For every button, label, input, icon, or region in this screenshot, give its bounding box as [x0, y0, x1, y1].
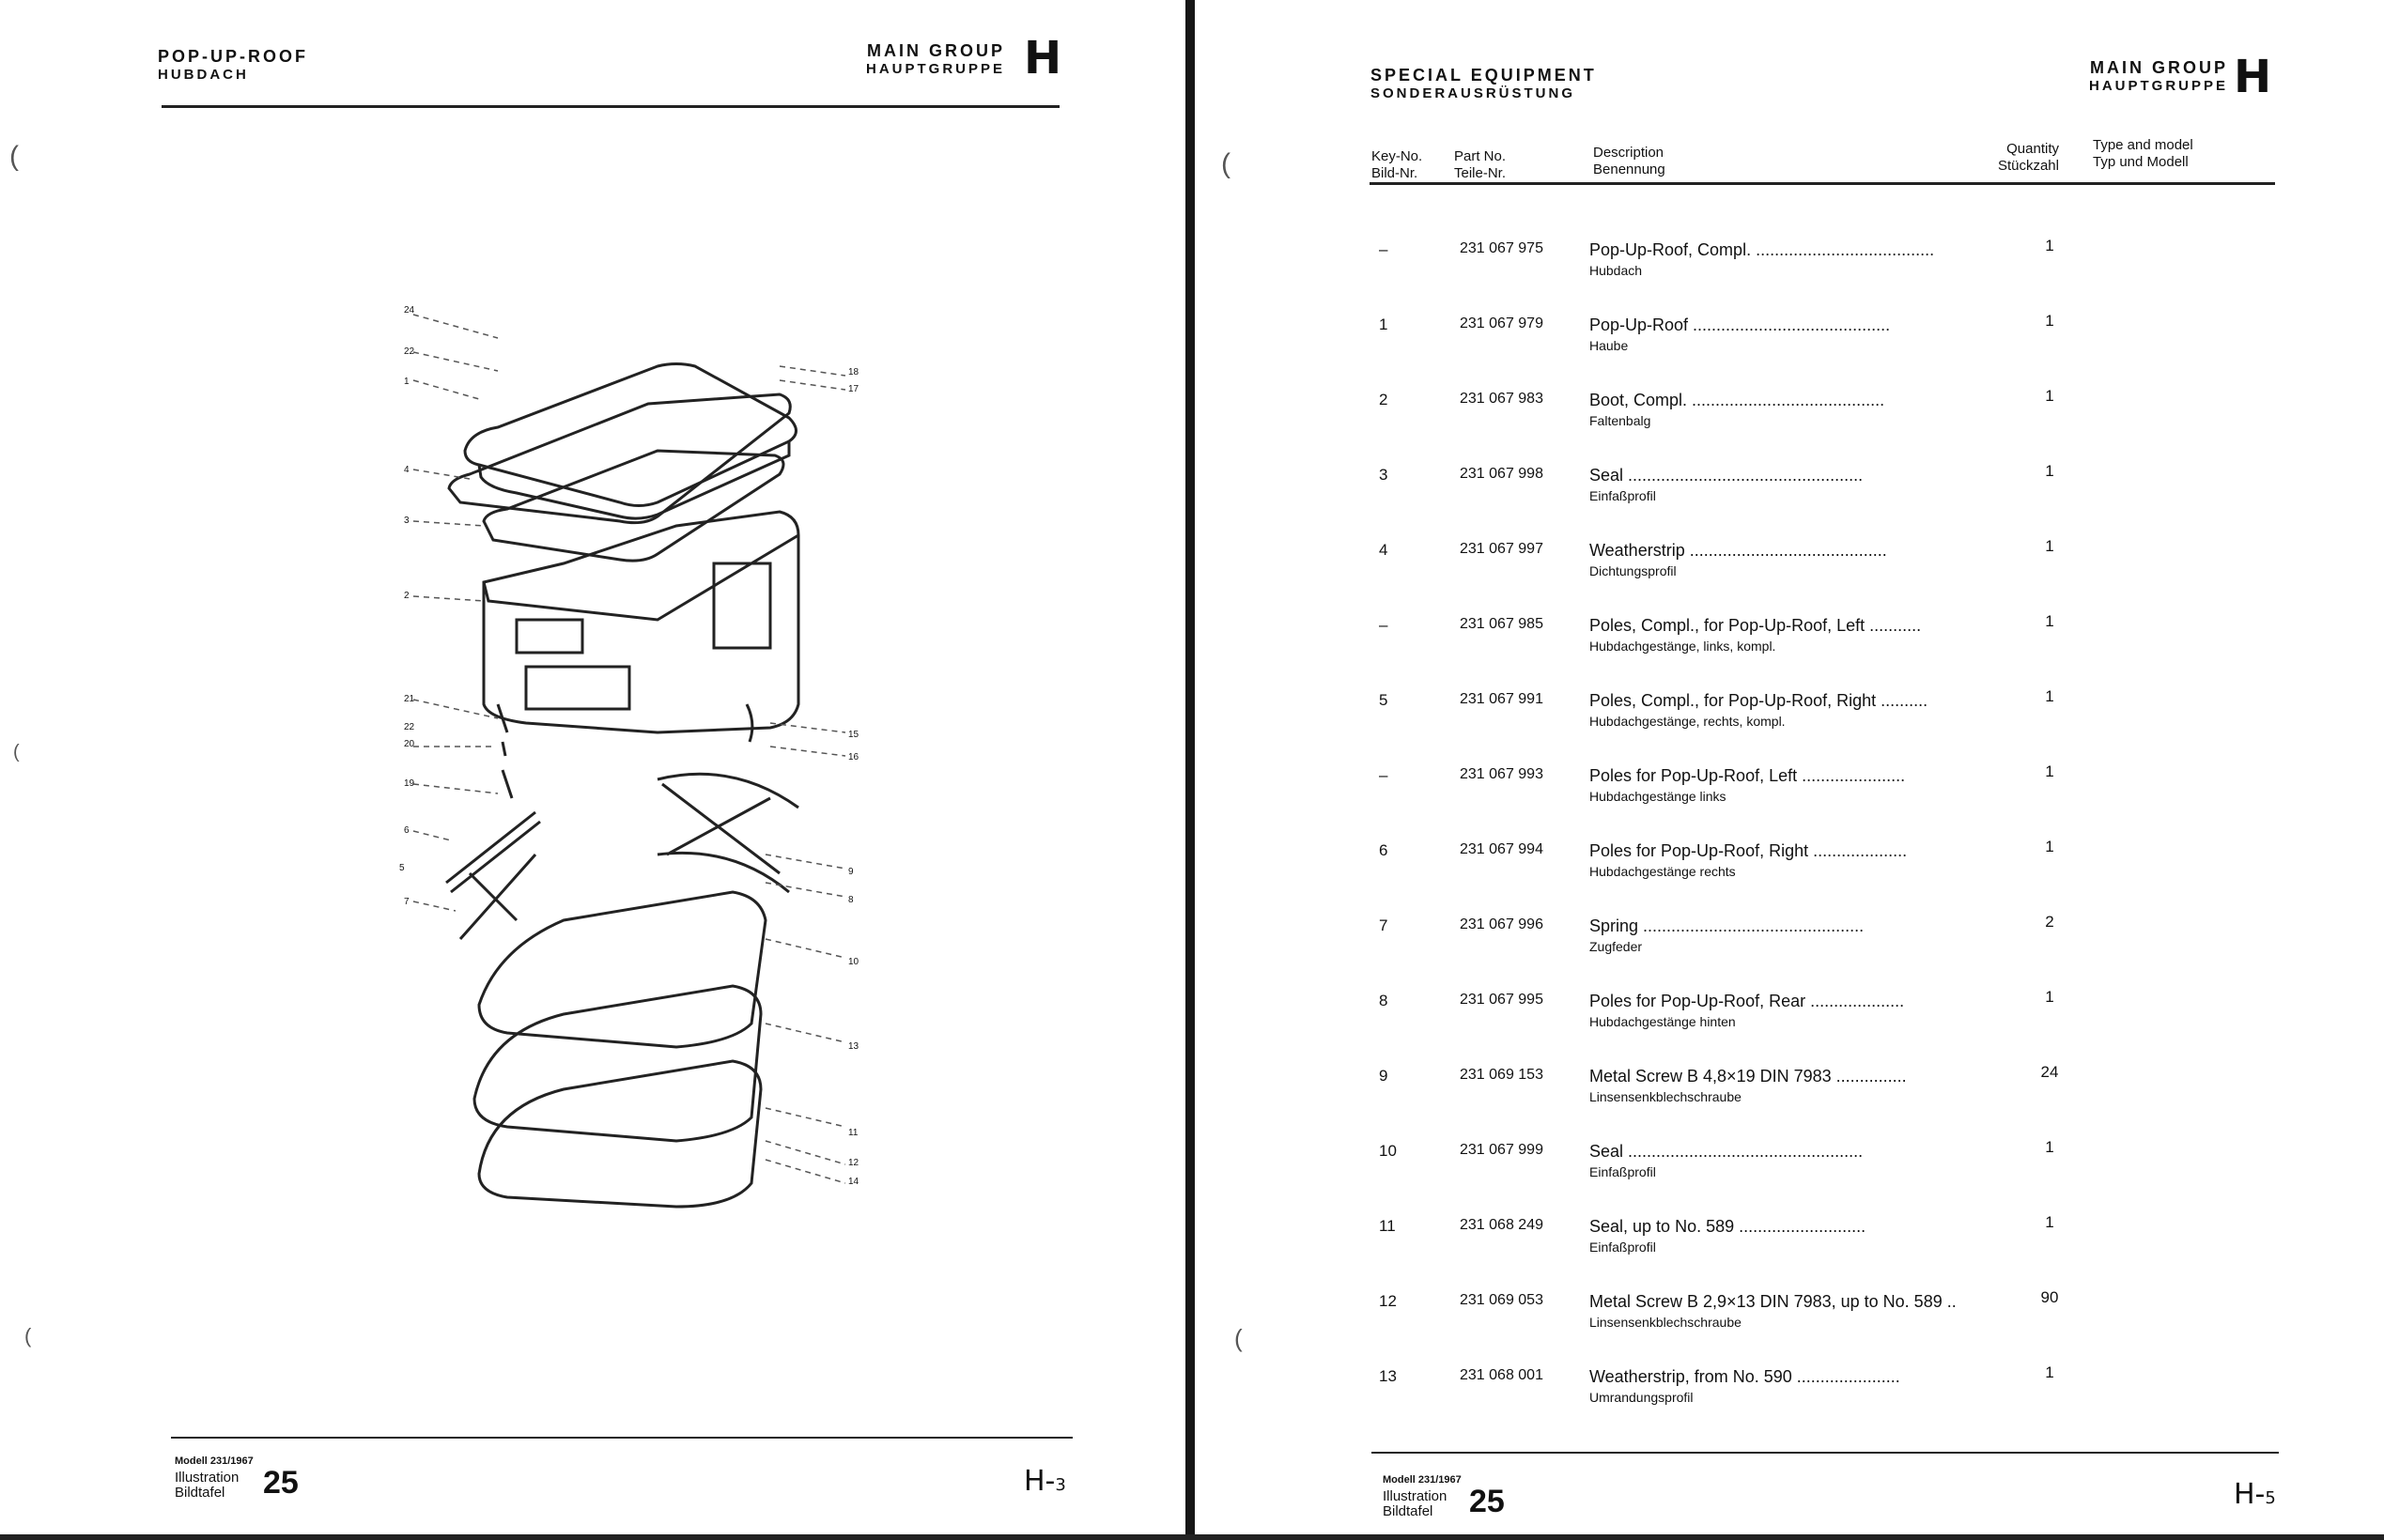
left-title-de: HUBDACH	[158, 67, 249, 83]
key-no: –	[1379, 616, 1388, 634]
callout-label: 5	[399, 863, 405, 873]
key-no: –	[1379, 240, 1388, 258]
right-footer-illustration-de: Bildtafel	[1383, 1503, 1433, 1519]
description-en: Metal Screw B 4,8×19 DIN 7983 ...............	[1589, 1067, 1907, 1086]
key-no: 3	[1379, 466, 1388, 484]
description-en: Metal Screw B 2,9×13 DIN 7983, up to No. 589 ..	[1589, 1292, 1957, 1311]
description-en: Weatherstrip ..........................................	[1589, 541, 1887, 560]
description-de: Hubdachgestänge rechts	[1589, 864, 1736, 879]
key-no: 7	[1379, 916, 1388, 934]
description	[1589, 1067, 2247, 1104]
quantity: 1	[2045, 687, 2054, 705]
col-desc-en: Description	[1593, 145, 1664, 161]
description-de: Einfaßprofil	[1589, 1164, 1656, 1179]
description-en: Pop-Up-Roof ..........................................	[1589, 316, 1891, 334]
left-page-code-prefix: H-	[1024, 1465, 1056, 1498]
part-no: 231 067 985	[1460, 616, 1543, 632]
left-group-letter: H	[1024, 32, 1062, 85]
table-row	[1195, 1288, 2384, 1358]
col-part-de: Teile-Nr.	[1454, 165, 1507, 181]
description	[1589, 841, 2247, 879]
quantity: 1	[2045, 312, 2054, 330]
col-desc-de: Benennung	[1593, 162, 1665, 177]
callout-label: 2	[404, 591, 410, 601]
left-page-code-number: 3	[1055, 1475, 1066, 1495]
description	[1589, 1217, 2247, 1255]
right-title-en: SPECIAL EQUIPMENT	[1370, 66, 1597, 85]
left-group-en: MAIN GROUP	[867, 41, 1005, 60]
key-no: 4	[1379, 541, 1388, 559]
quantity: 1	[2045, 838, 2054, 855]
key-no: 13	[1379, 1367, 1397, 1385]
quantity: 90	[2040, 1288, 2059, 1306]
callout-label: 22	[404, 346, 415, 357]
punch-hole-mark: (	[1234, 1324, 1243, 1352]
quantity: 1	[2045, 537, 2054, 555]
table-row	[1195, 913, 2384, 982]
exploded-diagram	[376, 291, 902, 1211]
table-row	[1195, 838, 2384, 907]
page-divider	[1185, 0, 1195, 1540]
right-title-de: SONDERAUSRÜSTUNG	[1370, 85, 1576, 101]
part-no: 231 069 053	[1460, 1292, 1543, 1308]
description	[1589, 766, 2247, 804]
boot-window-side	[714, 563, 770, 648]
callout-label: 24	[404, 305, 415, 316]
description-en: Poles, Compl., for Pop-Up-Roof, Left ...........	[1589, 616, 1922, 635]
callout-label: 14	[848, 1177, 859, 1187]
description	[1589, 992, 2247, 1029]
callout-label: 13	[848, 1041, 859, 1052]
right-group-letter: H	[2234, 51, 2272, 103]
table-row	[1195, 1063, 2384, 1132]
col-head-type	[2093, 137, 2193, 171]
part-no: 231 068 249	[1460, 1217, 1543, 1233]
right-page-code-number: 5	[2265, 1488, 2276, 1508]
col-type-de: Typ und Modell	[2093, 154, 2189, 170]
quantity: 1	[2045, 462, 2054, 480]
right-plate-number: 25	[1469, 1484, 1505, 1519]
callout-label: 19	[404, 778, 415, 789]
left-plate-number: 25	[263, 1465, 299, 1501]
punch-hole-mark: (	[24, 1324, 32, 1348]
callout-label: 10	[848, 957, 859, 967]
seal-lower-1	[479, 892, 766, 1047]
description-de: Haube	[1589, 338, 1629, 353]
poles-left	[446, 812, 540, 939]
col-head-part	[1454, 148, 1506, 182]
left-page	[0, 0, 1185, 1540]
key-no: 8	[1379, 992, 1388, 1009]
col-part-en: Part No.	[1454, 148, 1507, 164]
part-no: 231 067 998	[1460, 466, 1543, 482]
part-no: 231 067 979	[1460, 316, 1543, 331]
right-page-code-prefix: H-	[2234, 1478, 2266, 1511]
key-no: 11	[1379, 1217, 1396, 1235]
table-row	[1195, 988, 2384, 1057]
callout-label: 21	[404, 694, 415, 704]
description-en: Spring ...............................................	[1589, 916, 1865, 935]
quantity: 1	[2045, 762, 2054, 780]
left-title-en: POP-UP-ROOF	[158, 47, 309, 66]
table-row	[1195, 462, 2384, 531]
punch-hole-mark: (	[9, 141, 19, 172]
description-de: Hubdachgestänge, rechts, kompl.	[1589, 714, 1786, 729]
left-page-title	[158, 47, 308, 85]
table-row	[1195, 612, 2384, 682]
boot-window-front	[526, 667, 629, 709]
part-no: 231 067 999	[1460, 1142, 1543, 1158]
right-page	[1195, 0, 2384, 1540]
quantity: 2	[2045, 913, 2054, 931]
part-no: 231 067 996	[1460, 916, 1543, 932]
description-de: Linsensenkblechschraube	[1589, 1089, 1742, 1104]
right-footer-model: Modell 231/1967	[1383, 1474, 1462, 1486]
description-de: Hubdach	[1589, 263, 1643, 278]
description	[1589, 916, 2247, 954]
table-row	[1195, 387, 2384, 456]
description-en: Boot, Compl. .........................................	[1589, 391, 1885, 409]
left-footer-illustration-en: Illustration	[175, 1470, 240, 1486]
col-key-en: Key-No.	[1371, 148, 1423, 164]
right-footer-rule	[1371, 1452, 2279, 1454]
right-group-en: MAIN GROUP	[2090, 58, 2228, 77]
left-group-de: HAUPTGRUPPE	[865, 61, 1005, 77]
left-page-code	[1024, 1465, 1066, 1498]
right-group-de: HAUPTGRUPPE	[2088, 78, 2228, 94]
key-no: 5	[1379, 691, 1388, 709]
quantity: 1	[2045, 1363, 2054, 1381]
description	[1589, 1142, 2247, 1179]
table-row	[1195, 1213, 2384, 1283]
key-no: 9	[1379, 1067, 1388, 1085]
part-no: 231 069 153	[1460, 1067, 1543, 1083]
key-no: 12	[1379, 1292, 1397, 1310]
table-row	[1195, 312, 2384, 381]
table-row	[1195, 237, 2384, 306]
description-de: Faltenbalg	[1589, 413, 1651, 428]
description-de: Einfaßprofil	[1589, 488, 1656, 503]
col-head-key	[1371, 148, 1422, 182]
right-page-code	[2234, 1478, 2276, 1511]
callout-label: 1	[404, 377, 410, 387]
diagram-parts	[446, 364, 798, 1208]
callout-label: 20	[404, 739, 415, 749]
callout-label: 4	[404, 465, 410, 475]
part-no: 231 067 983	[1460, 391, 1543, 407]
poles-right	[658, 774, 798, 892]
right-main-group	[2040, 58, 2228, 96]
roof-part	[465, 364, 797, 506]
col-type-en: Type and model	[2093, 137, 2193, 153]
callout-label: 11	[848, 1128, 859, 1138]
part-no: 231 067 997	[1460, 541, 1543, 557]
scan-bottom-edge	[0, 1534, 2384, 1540]
callout-label: 8	[848, 895, 854, 905]
part-no: 231 067 991	[1460, 691, 1543, 707]
part-no: 231 067 994	[1460, 841, 1543, 857]
description-de: Dichtungsprofil	[1589, 563, 1677, 578]
right-footer-illustration-en: Illustration	[1383, 1488, 1447, 1504]
key-no: 1	[1379, 316, 1388, 333]
left-footer-illustration	[175, 1471, 239, 1501]
description	[1589, 691, 2247, 729]
right-footer-illustration	[1383, 1489, 1447, 1519]
quantity: 24	[2040, 1063, 2059, 1081]
left-footer-rule	[171, 1437, 1073, 1439]
description-en: Poles, Compl., for Pop-Up-Roof, Right ..........	[1589, 691, 1928, 710]
left-footer-illustration-de: Bildtafel	[175, 1485, 225, 1501]
key-no: 2	[1379, 391, 1388, 408]
callout-label: 3	[404, 516, 410, 526]
left-main-group	[808, 41, 1005, 79]
right-header-rule	[1370, 182, 2275, 185]
part-no: 231 067 993	[1460, 766, 1543, 782]
description	[1589, 240, 2247, 278]
part-no: 231 067 975	[1460, 240, 1543, 256]
col-head-description	[1593, 145, 1665, 178]
col-head-quantity	[1956, 141, 2059, 175]
callout-label: 22	[404, 722, 415, 732]
description-en: Seal, up to No. 589 ...........................	[1589, 1217, 1866, 1236]
callout-label: 15	[848, 730, 859, 740]
description-de: Zugfeder	[1589, 939, 1643, 954]
description-en: Seal ..................................................	[1589, 1142, 1864, 1161]
part-no: 231 067 995	[1460, 992, 1543, 1008]
description-de: Umrandungsprofil	[1589, 1390, 1694, 1405]
key-no: –	[1379, 766, 1388, 784]
description-en: Seal ..................................................	[1589, 466, 1864, 485]
punch-hole-mark: (	[13, 742, 20, 762]
description-en: Poles for Pop-Up-Roof, Right ....................	[1589, 841, 1908, 860]
boot-window-left	[517, 620, 582, 653]
quantity: 1	[2045, 1213, 2054, 1231]
key-no: 6	[1379, 841, 1388, 859]
description-en: Poles for Pop-Up-Roof, Rear ....................	[1589, 992, 1905, 1010]
table-row	[1195, 1138, 2384, 1208]
key-no: 10	[1379, 1142, 1397, 1160]
quantity: 1	[2045, 1138, 2054, 1156]
description	[1589, 541, 2247, 578]
description	[1589, 316, 2247, 353]
description-de: Hubdachgestänge links	[1589, 789, 1726, 804]
left-footer-model: Modell 231/1967	[175, 1455, 254, 1467]
description-en: Poles for Pop-Up-Roof, Left ......................	[1589, 766, 1906, 785]
callout-label: 17	[848, 384, 859, 394]
description	[1589, 1367, 2247, 1405]
table-row	[1195, 687, 2384, 757]
spring	[747, 704, 752, 742]
callout-label: 6	[404, 825, 410, 836]
description	[1589, 466, 2247, 503]
callout-label: 16	[848, 752, 859, 762]
description-en: Weatherstrip, from No. 590 ......................	[1589, 1367, 1900, 1386]
col-qty-en: Quantity	[2006, 141, 2059, 157]
callout-label: 7	[404, 897, 410, 907]
description-de: Hubdachgestänge, links, kompl.	[1589, 639, 1776, 654]
boot-top-edge	[484, 535, 798, 620]
col-qty-de: Stückzahl	[1997, 158, 2059, 174]
table-row	[1195, 762, 2384, 832]
callout-label: 9	[848, 867, 854, 877]
description	[1589, 391, 2247, 428]
table-row	[1195, 537, 2384, 607]
part-no: 231 068 001	[1460, 1367, 1543, 1383]
description	[1589, 616, 2247, 654]
left-header-rule	[162, 105, 1060, 108]
callout-label: 12	[848, 1158, 859, 1168]
right-page-title	[1370, 66, 1597, 103]
quantity: 1	[2045, 237, 2054, 254]
col-key-de: Bild-Nr.	[1371, 165, 1418, 181]
quantity: 1	[2045, 387, 2054, 405]
quantity: 1	[2045, 612, 2054, 630]
description-en: Pop-Up-Roof, Compl. ......................................	[1589, 240, 1935, 259]
callout-label: 18	[848, 367, 859, 377]
table-row	[1195, 1363, 2384, 1433]
description-de: Einfaßprofil	[1589, 1240, 1656, 1255]
description	[1589, 1292, 2247, 1330]
quantity: 1	[2045, 988, 2054, 1006]
punch-hole-mark: (	[1221, 148, 1231, 179]
description-de: Linsensenkblechschraube	[1589, 1315, 1742, 1330]
description-de: Hubdachgestänge hinten	[1589, 1014, 1736, 1029]
